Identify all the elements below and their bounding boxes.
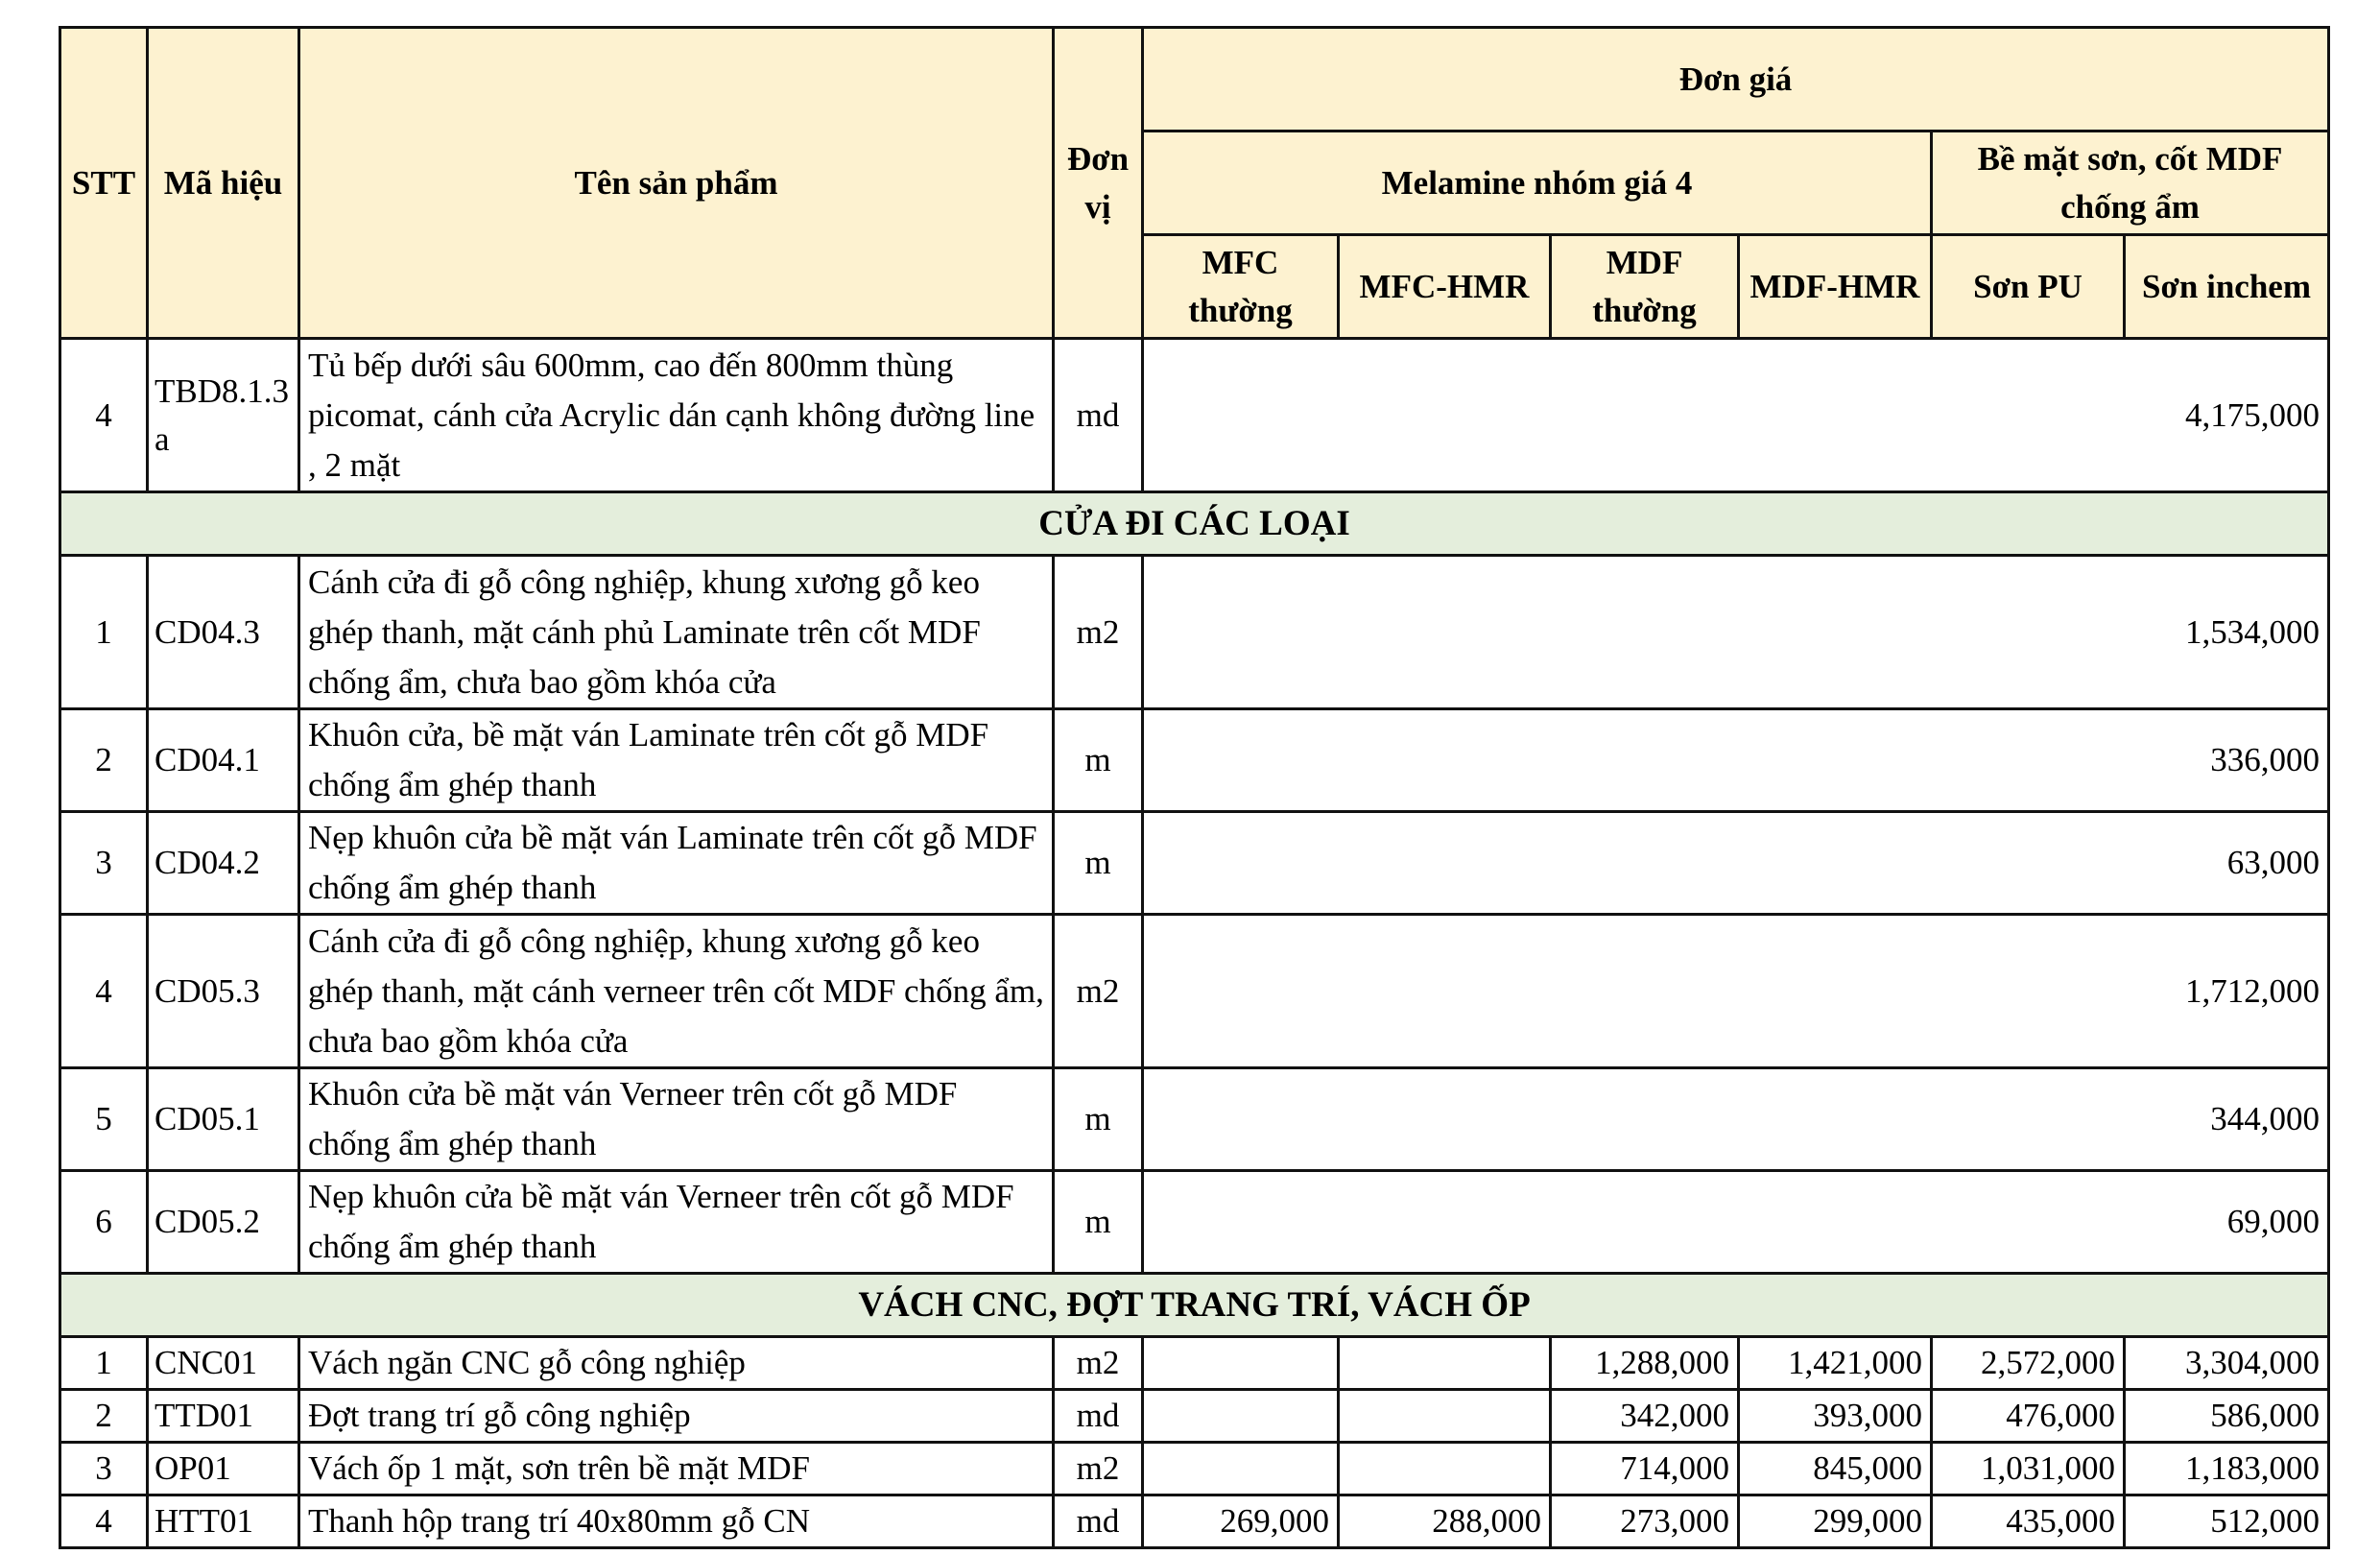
cell-son-inchem: 512,000 [2125,1495,2329,1548]
section-row [60,1274,2329,1337]
header-son-pu: Sơn PU [1932,235,2125,339]
cell-name: Nẹp khuôn cửa bề mặt ván Laminate trên cốt gỗ MDF chống ẩm ghép thanh [299,812,1054,915]
cell-mdf-thuong: 342,000 [1551,1390,1739,1443]
header-don-vi: Đơn vị [1054,28,1143,339]
cell-unit: m2 [1054,1443,1143,1495]
table-row [60,1443,2329,1495]
cell-stt: 6 [60,1171,148,1274]
header-mfc-thuong: MFC thường [1143,235,1339,339]
cell-price: 63,000 [1143,812,2329,915]
cell-stt: 3 [60,812,148,915]
cell-unit: m [1054,812,1143,915]
table-row [60,1495,2329,1548]
cell-name: Đợt trang trí gỗ công nghiệp [299,1390,1054,1443]
cell-code: TBD8.1.3a [148,339,299,492]
cell-unit: m [1054,1068,1143,1171]
cell-name: Khuôn cửa, bề mặt ván Laminate trên cốt gỗ MDF chống ẩm ghép thanh [299,709,1054,812]
cell-mdf-hmr: 299,000 [1739,1495,1932,1548]
section-title: CỬA ĐI CÁC LOẠI [60,492,2329,556]
table-header [60,28,2329,339]
cell-mfc-thuong [1143,1390,1339,1443]
cell-mfc-thuong [1143,1443,1339,1495]
cell-son-inchem: 586,000 [2125,1390,2329,1443]
cell-stt: 5 [60,1068,148,1171]
cell-mdf-hmr: 393,000 [1739,1390,1932,1443]
table-row [60,1171,2329,1274]
cell-stt: 4 [60,915,148,1068]
cell-mfc-hmr [1339,1443,1551,1495]
header-ma-hieu: Mã hiệu [148,28,299,339]
cell-code: CD05.2 [148,1171,299,1274]
cell-price: 1,534,000 [1143,556,2329,709]
header-mfc-hmr: MFC-HMR [1339,235,1551,339]
cell-name: Nẹp khuôn cửa bề mặt ván Verneer trên cốt gỗ MDF chống ẩm ghép thanh [299,1171,1054,1274]
cell-code: CD04.2 [148,812,299,915]
cell-stt: 1 [60,556,148,709]
cell-unit: md [1054,1390,1143,1443]
cell-son-pu: 476,000 [1932,1390,2125,1443]
cell-name: Khuôn cửa bề mặt ván Verneer trên cốt gỗ MDF chống ẩm ghép thanh [299,1068,1054,1171]
cell-mfc-hmr [1339,1337,1551,1390]
cell-price: 344,000 [1143,1068,2329,1171]
table-row [60,1390,2329,1443]
cell-mdf-hmr: 845,000 [1739,1443,1932,1495]
section1-body [60,556,2329,1274]
cell-code: CD04.1 [148,709,299,812]
cell-mfc-thuong [1143,1337,1339,1390]
cell-son-pu: 435,000 [1932,1495,2125,1548]
cell-son-inchem: 3,304,000 [2125,1337,2329,1390]
price-table [59,26,2330,1549]
cell-stt: 2 [60,1390,148,1443]
cell-unit: m [1054,1171,1143,1274]
cell-price: 69,000 [1143,1171,2329,1274]
table-row [60,915,2329,1068]
cell-mfc-hmr: 288,000 [1339,1495,1551,1548]
cell-name: Vách ốp 1 mặt, sơn trên bề mặt MDF [299,1443,1054,1495]
cell-name: Tủ bếp dưới sâu 600mm, cao đến 800mm thùng picomat, cánh cửa Acrylic dán cạnh không đường line , 2 mặt [299,339,1054,492]
header-don-gia: Đơn giá [1143,28,2329,132]
header-son-inchem: Sơn inchem [2125,235,2329,339]
cell-stt: 3 [60,1443,148,1495]
cell-mdf-thuong: 1,288,000 [1551,1337,1739,1390]
cell-stt: 4 [60,1495,148,1548]
cell-stt: 4 [60,339,148,492]
header-melamine: Melamine nhóm giá 4 [1143,132,1932,235]
cell-mfc-thuong: 269,000 [1143,1495,1339,1548]
table-row [60,1337,2329,1390]
cell-son-pu: 2,572,000 [1932,1337,2125,1390]
cell-code: CD05.3 [148,915,299,1068]
cell-code: OP01 [148,1443,299,1495]
cell-son-pu: 1,031,000 [1932,1443,2125,1495]
table-row [60,709,2329,812]
header-stt: STT [60,28,148,339]
header-ten-san-pham: Tên sản phẩm [299,28,1054,339]
cell-mfc-hmr [1339,1390,1551,1443]
section-title: VÁCH CNC, ĐỢT TRANG TRÍ, VÁCH ỐP [60,1274,2329,1337]
cell-code: HTT01 [148,1495,299,1548]
cell-stt: 1 [60,1337,148,1390]
cell-name: Cánh cửa đi gỗ công nghiệp, khung xương gỗ keo ghép thanh, mặt cánh verneer trên cốt MDF chống ẩm, chưa bao gồm khóa cửa [299,915,1054,1068]
cell-name: Cánh cửa đi gỗ công nghiệp, khung xương gỗ keo ghép thanh, mặt cánh phủ Laminate trên cốt MDF chống ẩm, chưa bao gồm khóa cửa [299,556,1054,709]
cell-name: Thanh hộp trang trí 40x80mm gỗ CN [299,1495,1054,1548]
cell-code: CNC01 [148,1337,299,1390]
header-be-mat-son: Bề mặt sơn, cốt MDF chống ẩm [1932,132,2329,235]
cell-unit: md [1054,1495,1143,1548]
cell-code: CD04.3 [148,556,299,709]
table-row [60,1068,2329,1171]
table-row [60,339,2329,492]
table-row [60,556,2329,709]
cell-son-inchem: 1,183,000 [2125,1443,2329,1495]
header-mdf-thuong: MDF thường [1551,235,1739,339]
cell-unit: m2 [1054,1337,1143,1390]
cell-mdf-thuong: 273,000 [1551,1495,1739,1548]
cell-price: 336,000 [1143,709,2329,812]
section2-body [60,1337,2329,1548]
cell-code: TTD01 [148,1390,299,1443]
cell-unit: md [1054,339,1143,492]
cell-price: 4,175,000 [1143,339,2329,492]
cell-unit: m [1054,709,1143,812]
cell-name: Vách ngăn CNC gỗ công nghiệp [299,1337,1054,1390]
cell-stt: 2 [60,709,148,812]
table-row [60,812,2329,915]
cell-mdf-hmr: 1,421,000 [1739,1337,1932,1390]
cell-unit: m2 [1054,915,1143,1068]
section-row [60,492,2329,556]
header-mdf-hmr: MDF-HMR [1739,235,1932,339]
cell-code: CD05.1 [148,1068,299,1171]
cell-price: 1,712,000 [1143,915,2329,1068]
cell-mdf-thuong: 714,000 [1551,1443,1739,1495]
cell-unit: m2 [1054,556,1143,709]
